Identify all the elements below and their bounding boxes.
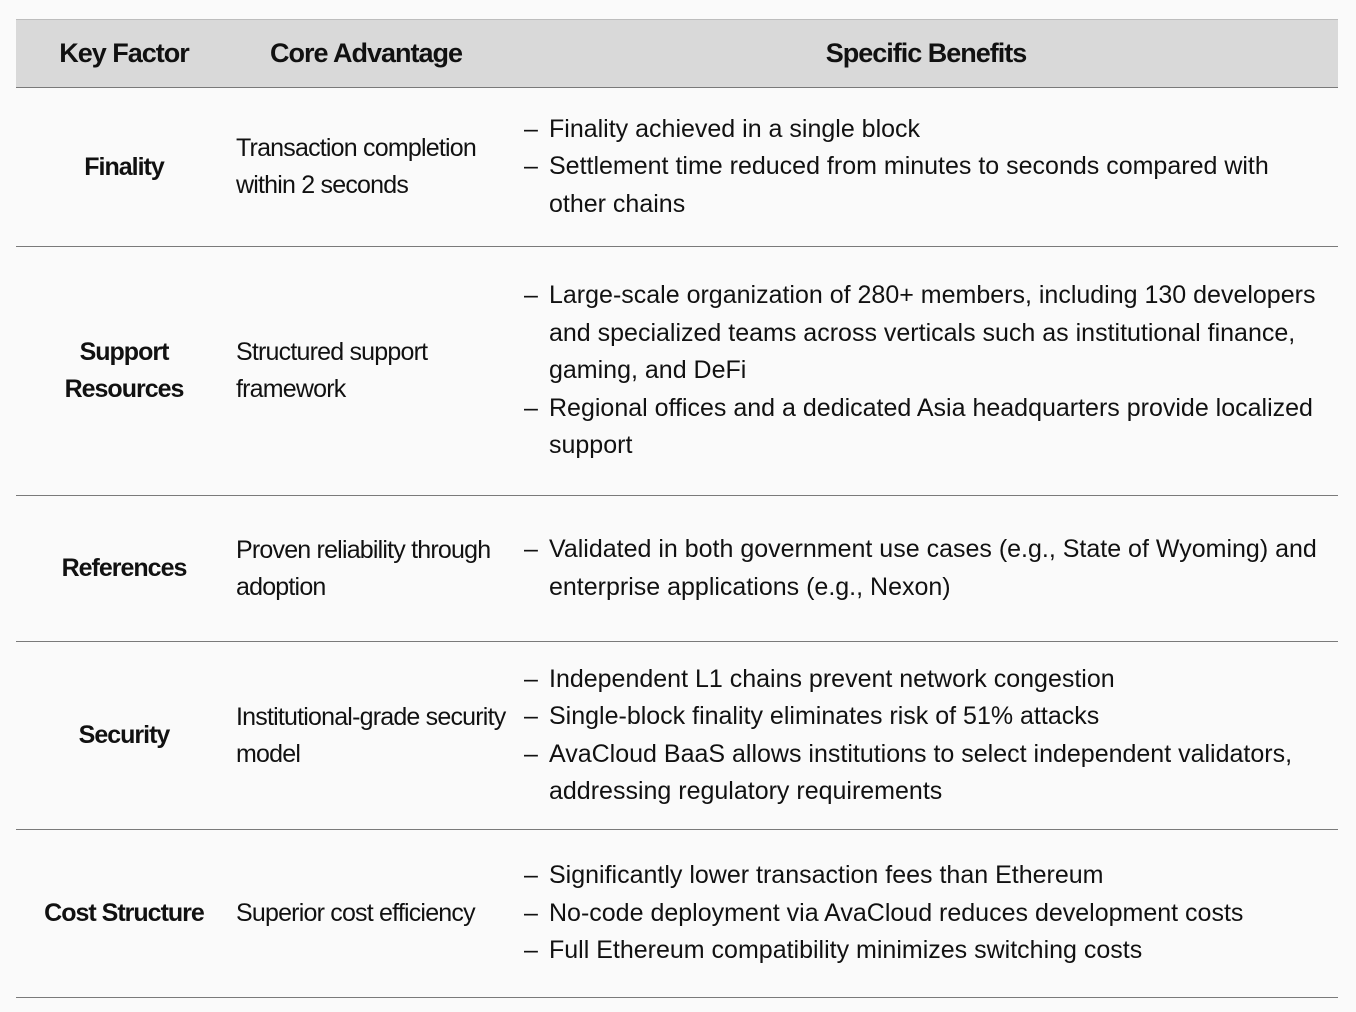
dash-bullet: – (524, 861, 538, 890)
key-factor-cell: Security (78, 721, 170, 749)
core-advantage-cell: Institutional-grade security model (236, 702, 506, 768)
benefit-item (524, 148, 1330, 223)
benefit-item (524, 661, 1330, 699)
dash-bullet: – (524, 739, 538, 768)
key-factor-cell: Finality (84, 152, 164, 181)
benefit-item (524, 111, 1330, 149)
table-row (16, 496, 1338, 642)
benefit-list (524, 277, 1330, 465)
table-header (16, 20, 1338, 88)
dash-bullet: – (524, 664, 538, 693)
benefit-text: Large-scale organization of 280+ members, including 130 developers and specialized teams across verticals such as institutional finance, gaming, and DeFi (549, 281, 1316, 385)
benefit-list (524, 857, 1330, 970)
benefit-item (524, 736, 1330, 811)
header-core-advantage: Core Advantage (270, 38, 463, 68)
benefit-text: Full Ethereum compatibility minimizes switching costs (549, 936, 1143, 965)
key-factor-cell: Support Resources (64, 338, 184, 403)
benefit-text: No-code deployment via AvaCloud reduces development costs (549, 898, 1244, 927)
dash-bullet: – (524, 152, 538, 181)
header-key-factor: Key Factor (59, 38, 189, 68)
benefit-text: AvaCloud BaaS allows institutions to select independent validators, addressing regulatory requirements (549, 739, 1293, 805)
benefit-item (524, 857, 1330, 895)
dash-bullet: – (524, 281, 538, 310)
table-row (16, 247, 1338, 496)
specific-benefits-cell (524, 661, 1338, 811)
table-row (16, 88, 1338, 247)
benefit-text: Significantly lower transaction fees than Ethereum (549, 861, 1104, 890)
benefit-text: Settlement time reduced from minutes to seconds compared with other chains (549, 152, 1269, 218)
specific-benefits-cell (524, 857, 1338, 970)
dash-bullet: – (524, 393, 538, 422)
core-advantage-cell: Superior cost efficiency (236, 899, 475, 927)
benefit-text: Independent L1 chains prevent network congestion (549, 664, 1115, 693)
comparison-table (16, 19, 1338, 998)
benefit-text: Validated in both government use cases (e.g., State of Wyoming) and enterprise applications (e.g., Nexon) (549, 535, 1317, 601)
dash-bullet: – (524, 535, 538, 563)
benefit-list (524, 661, 1330, 811)
specific-benefits-cell (524, 531, 1338, 606)
key-factor-cell: Cost Structure (44, 899, 204, 927)
benefit-item (524, 390, 1330, 465)
benefit-item (524, 277, 1330, 390)
specific-benefits-cell (524, 111, 1338, 224)
benefit-list (524, 531, 1330, 606)
benefit-text: Finality achieved in a single block (549, 114, 921, 143)
dash-bullet: – (524, 936, 538, 965)
benefit-item (524, 895, 1330, 933)
core-advantage-cell: Structured support framework (236, 338, 428, 403)
benefit-item (524, 531, 1330, 606)
benefit-list (524, 111, 1330, 224)
header-specific-benefits: Specific Benefits (825, 38, 1027, 68)
dash-bullet: – (524, 114, 538, 143)
core-advantage-cell: Proven reliability through adoption (236, 535, 491, 601)
specific-benefits-cell (524, 277, 1338, 465)
dash-bullet: – (524, 702, 538, 730)
benefit-item (524, 932, 1330, 970)
benefit-item (524, 698, 1330, 736)
benefit-text: Regional offices and a dedicated Asia headquarters provide localized support (549, 393, 1313, 460)
core-advantage-cell: Transaction completion within 2 seconds (236, 134, 476, 199)
table-row (16, 830, 1338, 998)
dash-bullet: – (524, 898, 538, 927)
table-row (16, 642, 1338, 830)
benefit-text: Single-block finality eliminates risk of 51% attacks (549, 702, 1100, 730)
key-factor-cell: References (61, 554, 187, 582)
